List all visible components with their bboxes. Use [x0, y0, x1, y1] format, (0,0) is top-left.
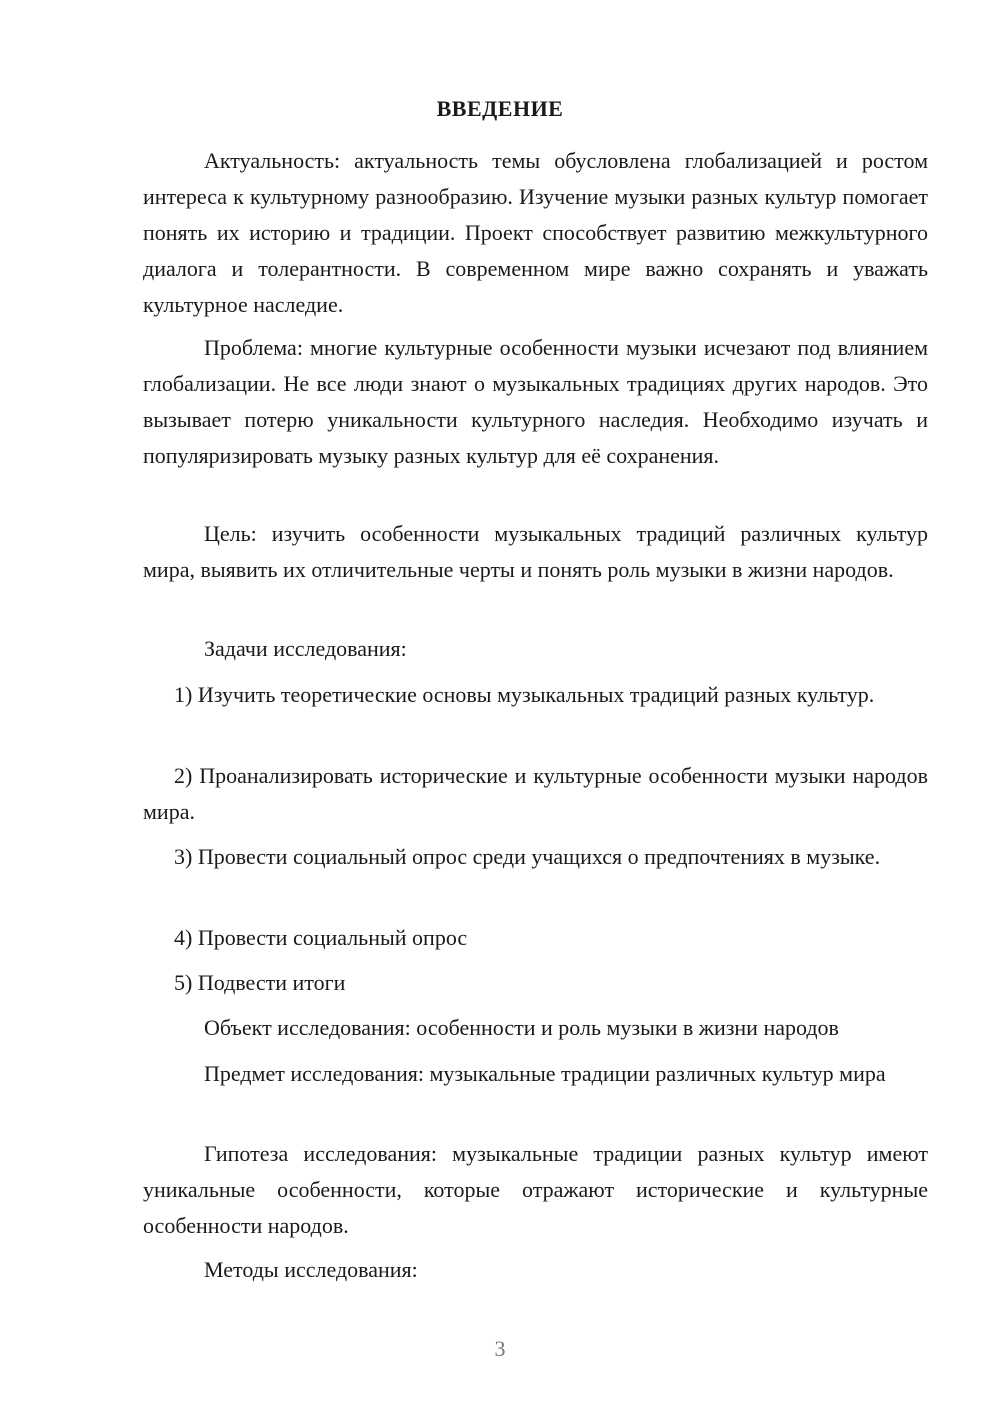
problem-paragraph: Проблема: многие культурные особенности музыки исчезают под влиянием глобализации. Не все люди знают о музыкальных традициях других народов. Это вызывает потерю уникальности культурного наследия. Необходимо изучать и популяризировать музыку разных культур для её сохранения. [143, 335, 928, 468]
page-title: ВВЕДЕНИЕ [436, 96, 564, 121]
page-number: 3 [494, 1336, 506, 1361]
task-item-1: 1) Изучить теоретические основы музыкальных традиций разных культур. [174, 682, 875, 707]
methods-heading: Методы исследования: [204, 1257, 418, 1282]
subject-paragraph: Предмет исследования: музыкальные традиции различных культур мира [204, 1061, 886, 1086]
task-item-5: 5) Подвести итоги [174, 970, 346, 995]
tasks-heading: Задачи исследования: [204, 636, 407, 661]
goal-paragraph: Цель: изучить особенности музыкальных традиций различных культур мира, выявить их отличительные черты и понять роль музыки в жизни народов. [143, 521, 928, 582]
hypothesis-paragraph: Гипотеза исследования: музыкальные традиции разных культур имеют уникальные особенности, которые отражают исторические и культурные особенности народов. [143, 1141, 928, 1238]
task-item-4: 4) Провести социальный опрос [174, 925, 468, 950]
object-paragraph: Объект исследования: особенности и роль музыки в жизни народов [204, 1015, 839, 1040]
task-item-2: 2) Проанализировать исторические и культурные особенности музыки народов мира. [143, 763, 928, 824]
task-item-3: 3) Провести социальный опрос среди учащихся о предпочтениях в музыке. [174, 844, 881, 869]
relevance-paragraph: Актуальность: актуальность темы обусловлена глобализацией и ростом интереса к культурному разнообразию. Изучение музыки разных культур помогает понять их историю и традиции. Проект способствует развитию межкультурного диалога и толерантности. В современном мире важно сохранять и уважать культурное наследие. [143, 148, 928, 317]
